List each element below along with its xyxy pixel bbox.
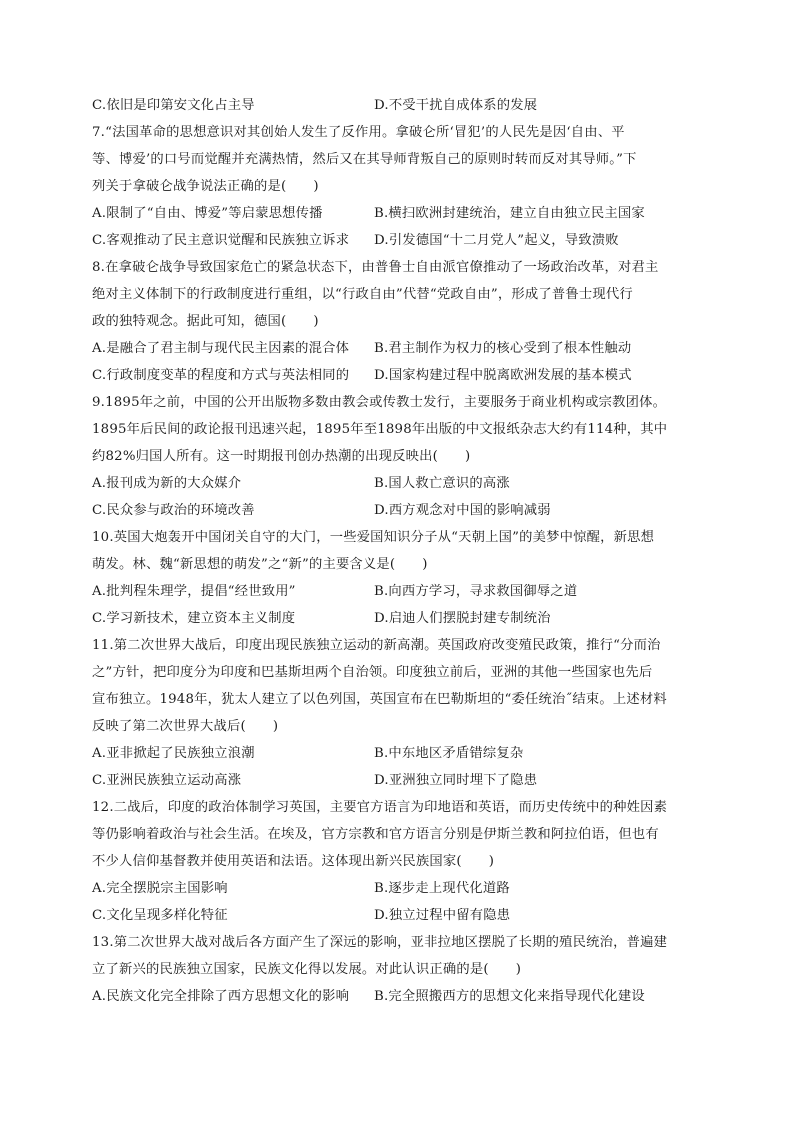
q6-option-c: C.依旧是印第安文化占主导 (92, 98, 255, 113)
q10-option-d: D.启迪人们摆脱封建专制统治 (374, 611, 551, 626)
q8-stem-line-2: 绝对主义体制下的行政制度进行重组，以“行政自由”代替“党政自由”，形成了普鲁士现代行 (92, 287, 633, 302)
q7-stem-line-1: 7.“法国革命的思想意识对其创始人发生了反作用。拿破仑所‘冒犯’的人民先是因‘自由、平 (92, 125, 625, 140)
q9-option-d: D.西方观念对中国的影响减弱 (374, 503, 551, 518)
q8-option-c: C.行政制度变革的程度和方式与英法相同的 (92, 368, 350, 383)
question-content (92, 92, 696, 1010)
q13-stem-line-1: 13.第二次世界大战对战后各方面产生了深远的影响，亚非拉地区摆脱了长期的殖民统治，普遍建 (92, 935, 668, 950)
q9-option-a: A.报刊成为新的大众媒介 (92, 476, 242, 491)
q8-stem-line-1: 8.在拿破仑战争导致国家危亡的紧急状态下，由普鲁士自由派官僚推动了一场政治改革，对君主 (92, 260, 659, 275)
q11-option-c: C.亚洲民族独立运动高涨 (92, 773, 242, 788)
q12-stem-line-3: 不少人信仰基督教并使用英语和法语。这体现出新兴民族国家( ) (92, 854, 495, 869)
q7-option-b: B.横扫欧洲封建统治，建立自由独立民主国家 (374, 206, 645, 221)
q8-options-ab (92, 335, 696, 362)
q7-option-c: C.客观推动了民主意识觉醒和民族独立诉求 (92, 233, 350, 248)
q7-stem-line-2: 等、博爱’的口号而觉醒并充满热情，然后又在其导师背叛自己的原则时转而反对其导师。”下 (92, 152, 637, 167)
q7-stem-line-3: 列关于拿破仑战争说法正确的是( ) (92, 179, 319, 194)
q12-option-d: D.独立过程中留有隐患 (374, 908, 511, 923)
q13-option-a: A.民族文化完全排除了西方思想文化的影响 (92, 989, 350, 1004)
q8-options-cd (92, 362, 696, 389)
q12-stem-line-2: 等仍影响着政治与社会生活。在埃及，官方宗教和官方语言分别是伊斯兰教和阿拉伯语，但也有 (92, 827, 659, 842)
q7-option-d: D.引发德国“十二月党人”起义，导致溃败 (374, 233, 619, 248)
q9-stem-line-2: 1895年后民间的政论报刊迅速兴起，1895年至1898年出版的中文报纸杂志大约有114种，其中 (92, 422, 668, 437)
q11-stem-line-3: 宣布独立。1948年，犹太人建立了以色列国，英国宣布在巴勒斯坦的“委任统治˝结束。上述材料 (92, 692, 667, 707)
q12-option-a: A.完全摆脱宗主国影响 (92, 881, 228, 896)
q9-options-cd (92, 497, 696, 524)
q13-options-ab (92, 983, 696, 1010)
q9-stem-line-1: 9.1895年之前，中国的公开出版物多数由教会或传教士发行，主要服务于商业机构或宗教团体。 (92, 395, 667, 410)
q10-option-b: B.向西方学习，寻求救国御辱之道 (374, 584, 578, 599)
q12-option-b: B.逐步走上现代化道路 (374, 881, 510, 896)
q13-option-b: B.完全照搬西方的思想文化来指导现代化建设 (374, 989, 645, 1004)
q9-option-b: B.国人救亡意识的高涨 (374, 476, 510, 491)
q9-stem-line-3: 约82%归国人所有。这一时期报刊创办热潮的出现反映出( ) (92, 449, 471, 464)
q8-option-d: D.国家构建过程中脱离欧洲发展的基本模式 (374, 368, 632, 383)
q7-options-cd (92, 227, 696, 254)
q11-stem-line-1: 11.第二次世界大战后，印度出现民族独立运动的新高潮。英国政府改变殖民政策，推行“分而治 (92, 638, 661, 653)
q9-options-ab (92, 470, 696, 497)
q6-options-cd (92, 92, 696, 119)
q11-option-a: A.亚非掀起了民族独立浪潮 (92, 746, 255, 761)
q7-options-ab (92, 200, 696, 227)
q11-option-b: B.中东地区矛盾错综复杂 (374, 746, 524, 761)
q10-options-cd (92, 605, 696, 632)
q12-stem-line-1: 12.二战后，印度的政治体制学习英国，主要官方语言为印地语和英语，而历史传统中的种姓因素 (92, 800, 668, 815)
q10-stem-line-2: 萌发。林、魏“新思想的萌发”之“新”的主要含义是( ) (92, 557, 428, 572)
q11-option-d: D.亚洲独立同时埋下了隐患 (374, 773, 538, 788)
q8-option-a: A.是融合了君主制与现代民主因素的混合体 (92, 341, 350, 356)
q10-options-ab (92, 578, 696, 605)
q10-stem-line-1: 10.英国大炮轰开中国闭关自守的大门，一些爱国知识分子从“天朝上国”的美梦中惊醒，新思想 (92, 530, 655, 545)
q11-stem-line-4: 反映了第二次世界大战后( ) (92, 719, 279, 734)
q11-stem-line-2: 之”方针，把印度分为印度和巴基斯坦两个自治领。印度独立前后，亚洲的其他一些国家也先后 (92, 665, 653, 680)
q12-options-ab (92, 875, 696, 902)
q7-option-a: A.限制了“自由、博爱”等启蒙思想传播 (92, 206, 323, 221)
q9-option-c: C.民众参与政治的环境改善 (92, 503, 255, 518)
q11-options-ab (92, 740, 696, 767)
q10-option-c: C.学习新技术，建立资本主义制度 (92, 611, 296, 626)
q8-option-b: B.君主制作为权力的核心受到了根本性触动 (374, 341, 632, 356)
q12-options-cd (92, 902, 696, 929)
q6-option-d: D.不受干扰自成体系的发展 (374, 98, 538, 113)
q11-options-cd (92, 767, 696, 794)
q12-option-c: C.文化呈现多样化特征 (92, 908, 228, 923)
q10-option-a: A.批判程朱理学，提倡“经世致用” (92, 584, 296, 599)
q13-stem-line-2: 立了新兴的民族独立国家，民族文化得以发展。对此认识正确的是( ) (92, 962, 522, 977)
q8-stem-line-3: 政的独特观念。据此可知，德国( ) (92, 314, 319, 329)
